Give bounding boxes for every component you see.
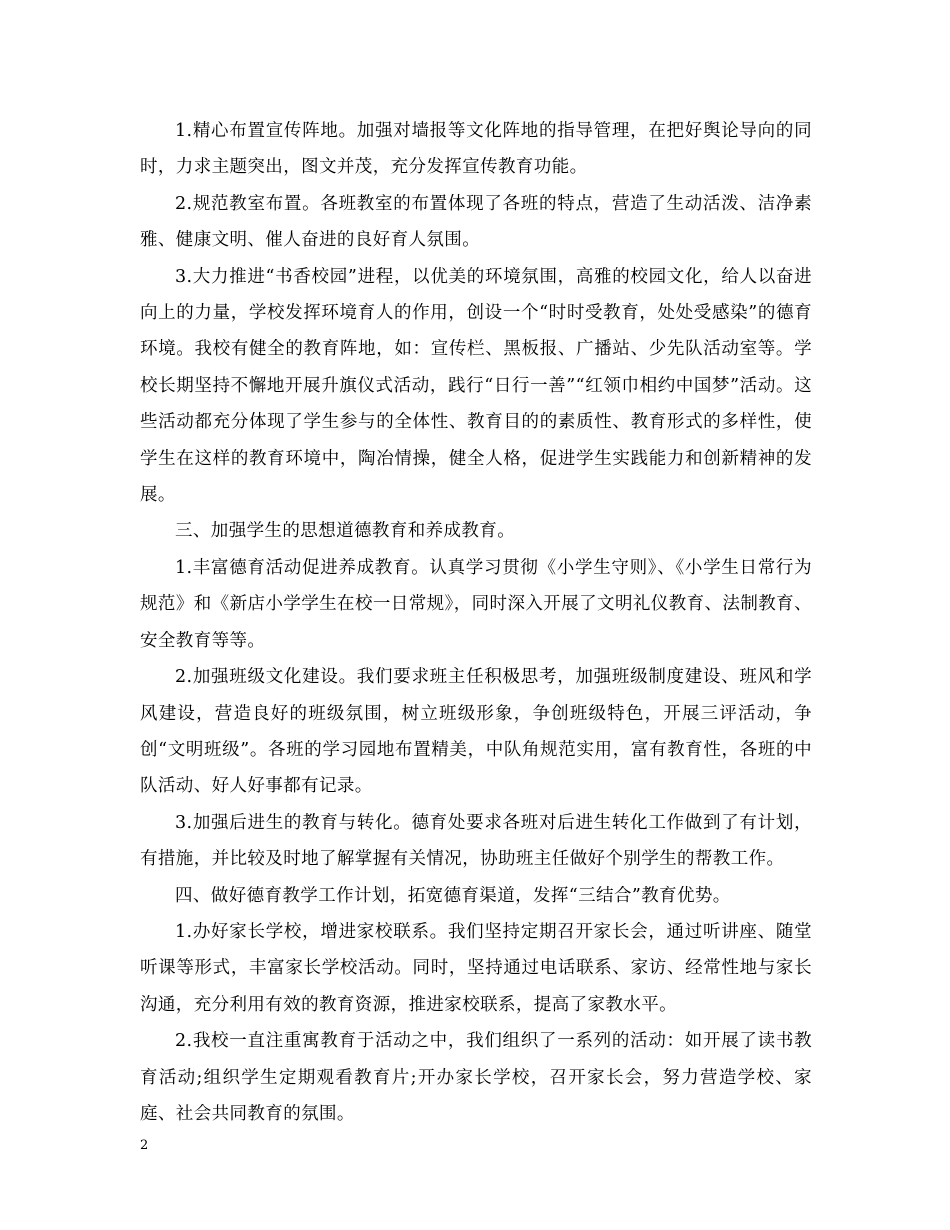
paragraph-activity-education: 2.我校一直注重寓教育于活动之中，我们组织了一系列的活动：如开展了读书教育活动;组织学生定期观看教育片;开办家长学校，召开家长会，努力营造学校、家庭、社会共同教育的氛围。 — [140, 1031, 812, 1124]
paragraph-promotion-positions: 1.精心布置宣传阵地。加强对墙报等文化阵地的指导管理，在把好舆论导向的同时，力求主题突出，图文并茂，充分发挥宣传教育功能。 — [140, 121, 812, 178]
paragraph-class-culture: 2.加强班级文化建设。我们要求班主任积极思考，加强班级制度建设、班风和学风建设，营造良好的班级氛围，树立班级形象，争创班级特色，开展三评活动，争创“文明班级”。各班的学习园地布置精美，中队角规范实用，富有教育性，各班的中队活动、好人好事都有记录。 — [140, 667, 812, 797]
section-heading-3: 三、加强学生的思想道德教育和养成教育。 — [175, 521, 516, 542]
page-number: 2 — [140, 1138, 149, 1153]
paragraph-scholarly-campus: 3.大力推进“书香校园”进程，以优美的环境氛围，高雅的校园文化，给人以奋进向上的力量，学校发挥环境育人的作用，创设一个“时时受教育，处处受感染”的德育环境。我校有健全的教育阵地，如：宣传栏、黑板报、广播站、少先队活动室等。学校长期坚持不懈地开展升旗仪式活动，践行“日行一善”“红领巾相约中国梦”活动。这些活动都充分体现了学生参与的全体性、教育目的的素质性、教育形式的多样性，使学生在这样的教育环境中，陶冶情操，健全人格，促进学生实践能力和创新精神的发展。 — [140, 266, 812, 506]
paragraph-parent-school: 1.办好家长学校，增进家校联系。我们坚持定期召开家长会，通过听讲座、随堂听课等形式，丰富家长学校活动。同时，坚持通过电话联系、家访、经常性地与家长沟通，充分利用有效的教育资源，推进家校联系，提高了家教水平。 — [140, 921, 812, 1015]
paragraph-moral-activities: 1.丰富德育活动促进养成教育。认真学习贯彻《小学生守则》、《小学生日常行为规范》和《新店小学学生在校一日常规》，同时深入开展了文明礼仪教育、法制教育、安全教育等等。 — [140, 557, 812, 651]
paragraph-classroom-layout: 2.规范教室布置。各班教室的布置体现了各班的特点，营造了生动活泼、洁净素雅、健康文明、催人奋进的良好育人氛围。 — [140, 193, 812, 251]
section-heading-4: 四、做好德育教学工作计划，拓宽德育渠道，发挥“三结合”教育优势。 — [175, 885, 731, 906]
paragraph-underachiever-support: 3.加强后进生的教育与转化。德育处要求各班对后进生转化工作做到了有计划，有措施，并比较及时地了解掌握有关情况，协助班主任做好个别学生的帮教工作。 — [140, 812, 812, 870]
document-body — [140, 113, 812, 1132]
